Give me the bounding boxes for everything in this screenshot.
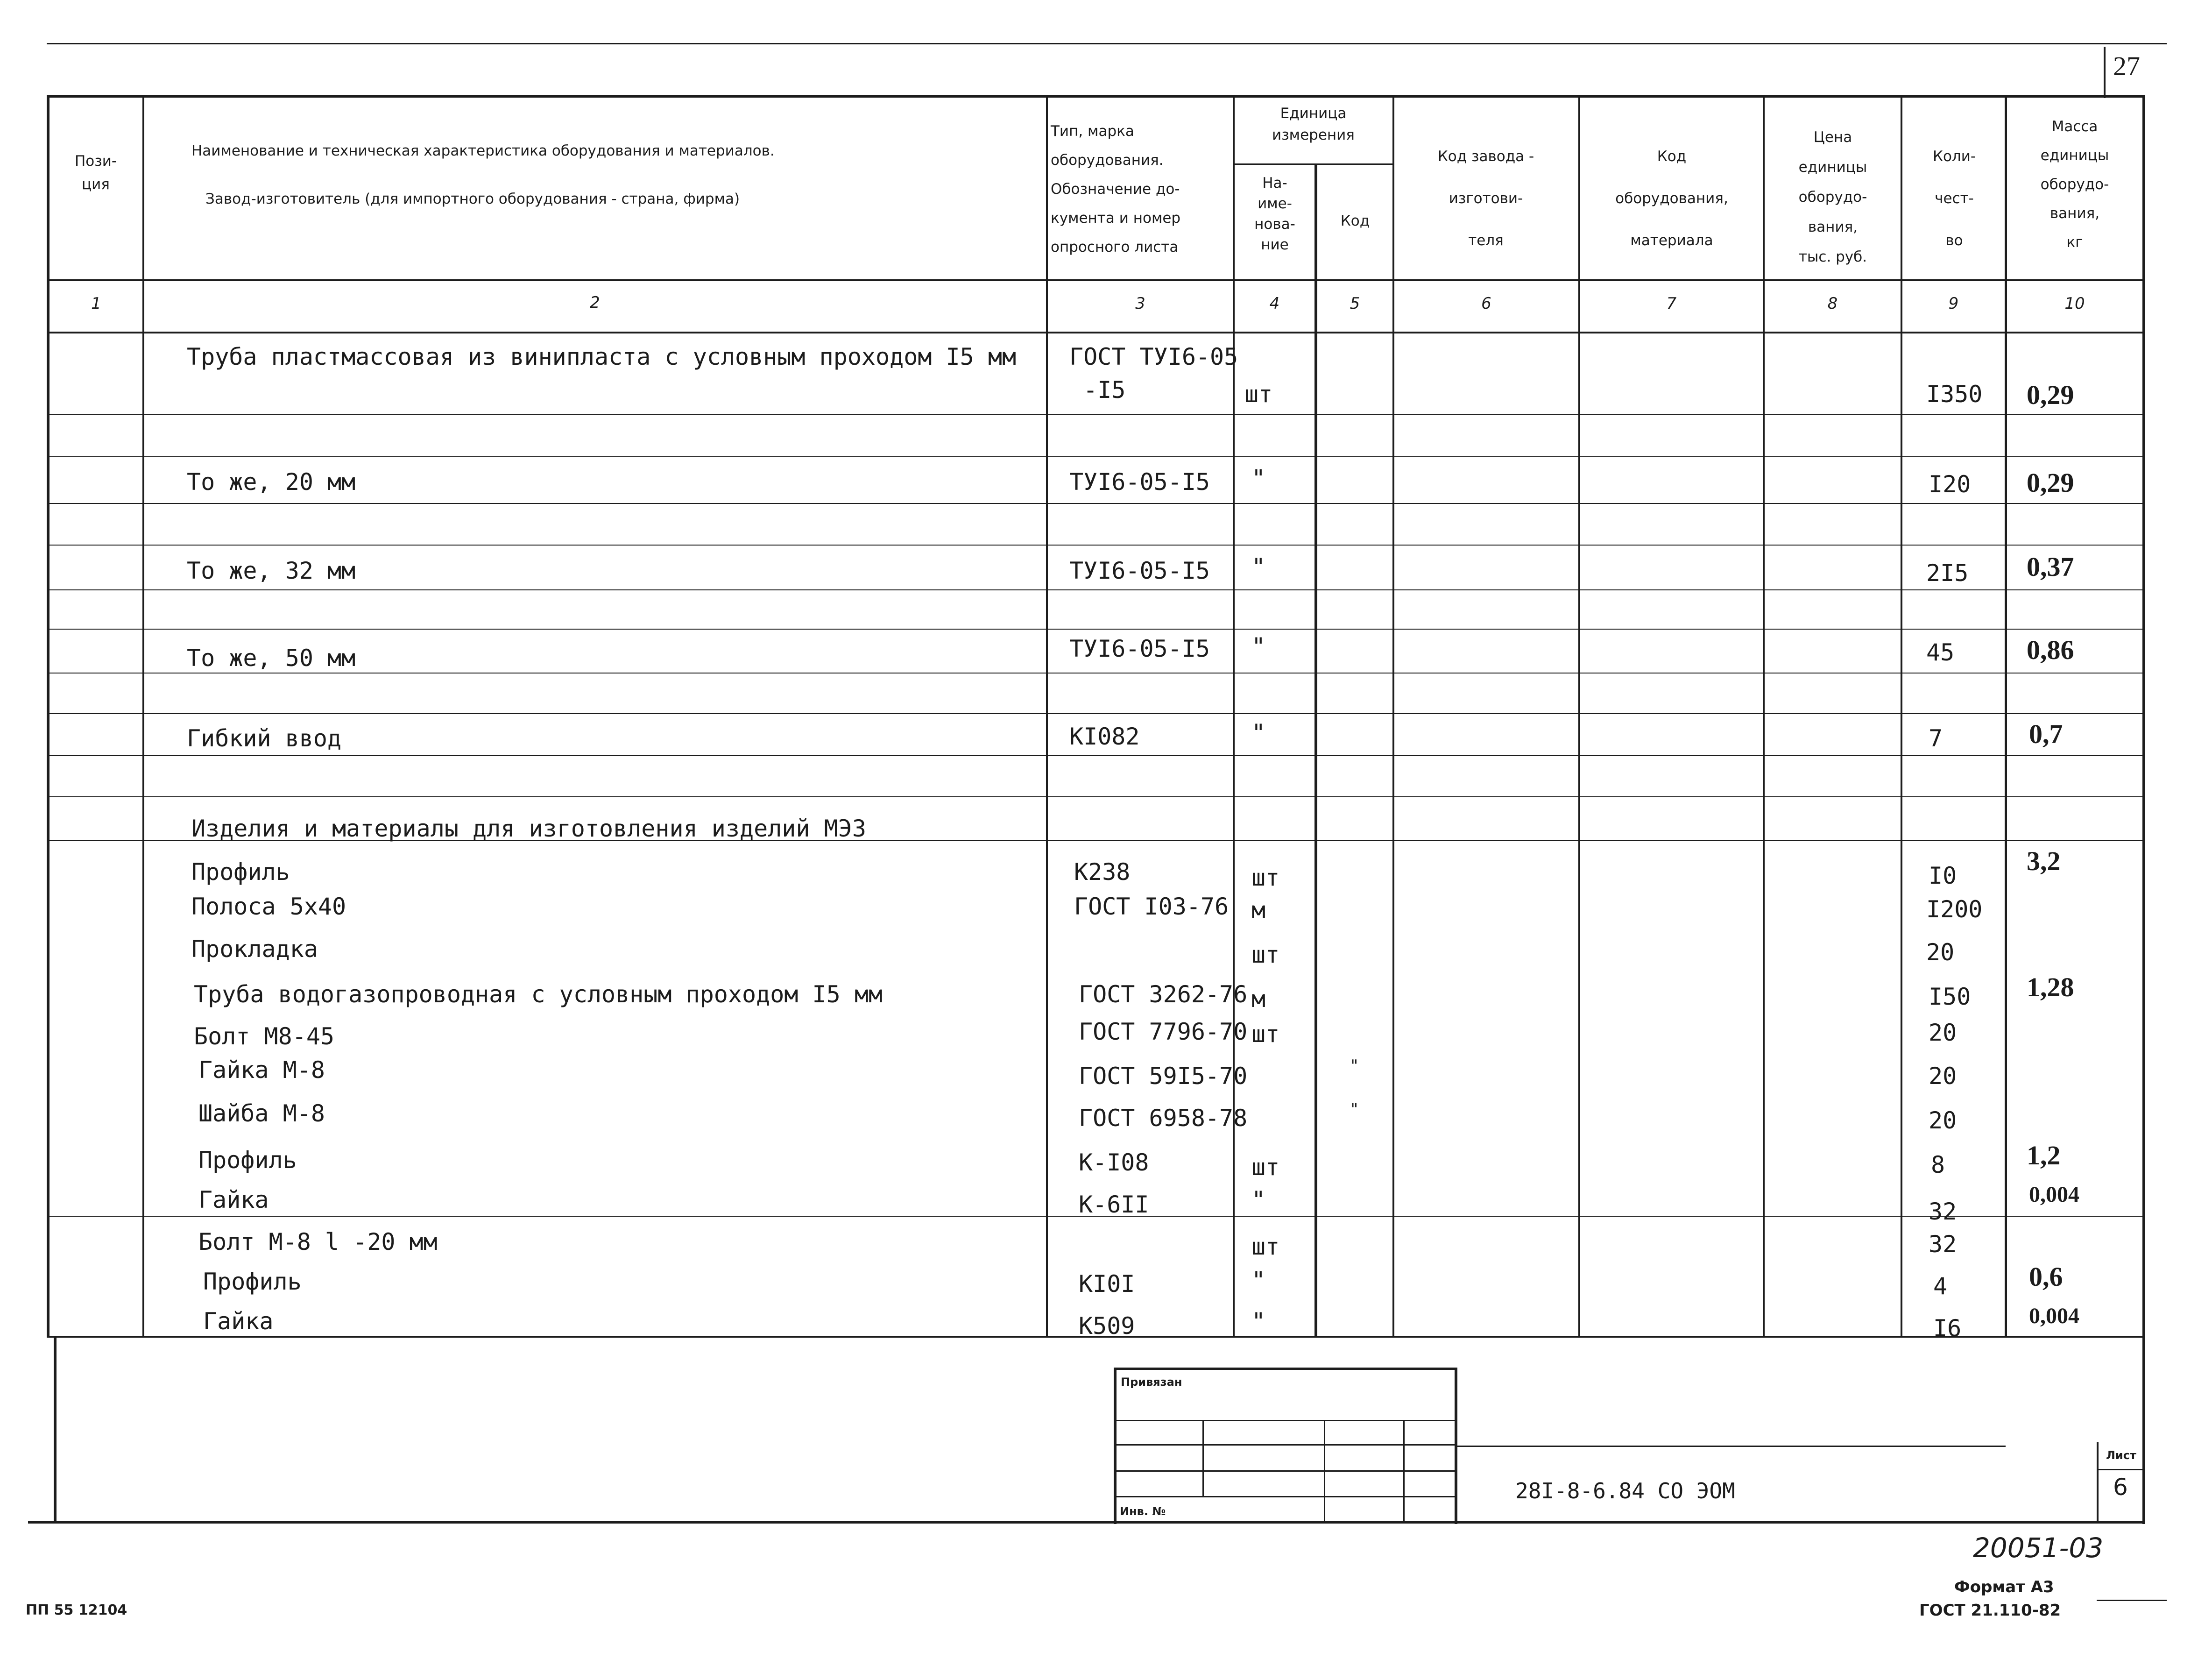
item-name: Труба водогазопроводная с условным проходом I5 мм — [194, 981, 883, 1008]
item-type: ГОСТ 6958-78 — [1079, 1105, 1248, 1132]
item-mass: 1,2 — [2027, 1140, 2061, 1170]
sheet-label: Лист — [2106, 1449, 2136, 1462]
item-type: ТУI6-05-I5 — [1069, 557, 1210, 584]
item-type: ГОСТ 59I5-70 — [1079, 1063, 1248, 1090]
page-number-box-left — [2104, 47, 2106, 98]
item-mass: 3,2 — [2027, 846, 2061, 876]
bound-label: Привязан — [1121, 1375, 1182, 1389]
column-number-2: 2 — [590, 293, 600, 312]
column-number-1: 1 — [91, 294, 101, 313]
item-name: Болт М-8 l -20 мм — [198, 1228, 438, 1255]
archive-number: 20051-03 — [1973, 1532, 2104, 1564]
footer-line — [2097, 1600, 2167, 1601]
sheet-number: 6 — [2113, 1474, 2128, 1501]
item-name: То же, 20 мм — [187, 468, 356, 496]
item-unit: м — [1251, 897, 1266, 924]
item-unit: шт — [1251, 864, 1280, 891]
item-unit: " — [1251, 1186, 1266, 1213]
header-position: Пози- ция — [74, 153, 117, 193]
header-equipment-code: Код оборудования, материала — [1615, 148, 1728, 249]
item-name: Профиль — [191, 858, 290, 886]
item-unit: " — [1251, 719, 1266, 746]
header-unit-group: Единица измерения — [1272, 105, 1355, 143]
item-type: ГОСТ 3262-76 — [1079, 981, 1248, 1008]
top-margin-line — [47, 43, 2167, 44]
item-mass: 0,29 — [2027, 380, 2074, 410]
item-unit: шт — [1251, 941, 1280, 968]
item-name: То же, 32 мм — [187, 557, 356, 584]
item-quantity: I0 — [1929, 862, 1957, 889]
item-quantity: 20 — [1929, 1063, 1957, 1090]
item-quantity: 2I5 — [1926, 560, 1969, 587]
column-number-5: 5 — [1350, 294, 1360, 313]
header-unit-name: На- име- нова- ние — [1254, 175, 1295, 253]
column-number-3: 3 — [1135, 294, 1145, 313]
item-quantity: 32 — [1929, 1231, 1957, 1258]
item-quantity: 45 — [1926, 639, 1955, 666]
item-unit: шт — [1251, 1021, 1280, 1048]
item-quantity: I20 — [1929, 471, 1971, 498]
header-unit-price: Цена единицы оборудо- вания, тыс. руб. — [1798, 129, 1867, 265]
item-name: Полоса 5х40 — [191, 893, 346, 920]
item-name: Гибкий ввод — [187, 725, 342, 752]
item-type: КI0I — [1079, 1270, 1135, 1297]
header-unit-mass: Масса единицы оборудо- вания, кг — [2040, 118, 2109, 251]
item-mass: 1,28 — [2027, 972, 2074, 1002]
item-quantity: 20 — [1929, 1107, 1957, 1134]
item-type: КI082 — [1069, 723, 1140, 750]
item-unit-code: " — [1350, 1100, 1359, 1119]
item-unit: " — [1251, 553, 1266, 581]
item-quantity: I200 — [1926, 896, 1983, 923]
header-name: Наименование и техническая характеристика оборудования и материалов. — [191, 142, 775, 159]
item-type: К238 — [1074, 858, 1131, 886]
item-type: К-I08 — [1079, 1149, 1149, 1176]
item-type: ГОСТ 7796-70 — [1079, 1018, 1248, 1045]
item-unit: шт — [1251, 1233, 1280, 1260]
header-quantity: Коли- чест- во — [1932, 148, 1976, 249]
item-type: ГОСТ I03-76 — [1074, 893, 1229, 920]
item-name: Болт М8-45 — [194, 1023, 335, 1050]
item-type: К509 — [1079, 1312, 1135, 1340]
item-mass: 0,86 — [2027, 635, 2074, 665]
item-mass: 0,004 — [2029, 1304, 2079, 1328]
item-name: Прокладка — [191, 936, 318, 963]
column-number-6: 6 — [1481, 294, 1491, 313]
header-factory-code: Код завода - изготови- теля — [1437, 148, 1534, 249]
item-name: Профиль — [203, 1268, 302, 1295]
column-number-9: 9 — [1948, 294, 1959, 313]
header-unit-code: Код — [1340, 213, 1370, 229]
item-mass: 0,7 — [2029, 719, 2063, 749]
gost-label: ГОСТ 21.110-82 — [1919, 1601, 2061, 1620]
item-name: Гайка — [203, 1308, 274, 1335]
header-type: Тип, марка оборудования. Обозначение до- кумента и номер опросного листа — [1051, 123, 1181, 255]
page-number: 27 — [2113, 51, 2140, 81]
item-type: ГОСТ ТУI6-05 — [1069, 343, 1238, 370]
item-quantity: 32 — [1929, 1198, 1957, 1225]
item-unit: " — [1251, 1308, 1266, 1335]
inventory-number-label: Инв. № — [1120, 1505, 1166, 1518]
item-quantity: 8 — [1931, 1151, 1945, 1178]
item-unit: " — [1251, 1267, 1266, 1294]
item-quantity: I350 — [1926, 381, 1983, 408]
item-unit: " — [1251, 633, 1266, 660]
item-unit: " — [1251, 465, 1266, 492]
item-type: -I5 — [1083, 376, 1126, 404]
item-quantity: I50 — [1929, 983, 1971, 1010]
item-mass: 0,6 — [2029, 1262, 2063, 1292]
column-number-8: 8 — [1827, 294, 1838, 313]
item-quantity: 7 — [1929, 725, 1943, 752]
format-label: Формат А3 — [1954, 1578, 2054, 1596]
item-type: ТУI6-05-I5 — [1069, 635, 1210, 662]
column-number-10: 10 — [2064, 294, 2085, 313]
item-unit: шт — [1244, 381, 1273, 408]
item-name: Гайка М-8 — [198, 1056, 325, 1084]
item-mass: 0,004 — [2029, 1182, 2079, 1207]
item-name: Труба пластмассовая из винипласта с условным проходом I5 мм — [187, 343, 1017, 370]
item-type: ТУI6-05-I5 — [1069, 468, 1210, 496]
item-unit: м — [1251, 985, 1266, 1013]
item-quantity: 20 — [1926, 939, 1955, 966]
item-type: К-6II — [1079, 1191, 1149, 1218]
item-quantity: 4 — [1933, 1273, 1948, 1300]
item-name: Профиль — [198, 1147, 297, 1174]
header-manufacturer: Завод-изготовитель (для импортного оборудования - страна, фирма) — [205, 191, 740, 207]
item-quantity: I6 — [1933, 1315, 1962, 1342]
item-mass: 0,37 — [2027, 552, 2074, 582]
item-quantity: 20 — [1929, 1019, 1957, 1046]
item-unit-code: " — [1350, 1056, 1359, 1075]
item-unit: шт — [1251, 1154, 1280, 1181]
column-number-7: 7 — [1666, 294, 1677, 313]
item-name: То же, 50 мм — [187, 645, 356, 672]
column-number-4: 4 — [1269, 294, 1280, 313]
item-name: Гайка — [198, 1186, 269, 1213]
print-code: ПП 55 12104 — [26, 1602, 127, 1618]
item-mass: 0,29 — [2027, 468, 2074, 498]
section-heading: Изделия и материалы для изготовления изделий МЭЗ — [191, 815, 866, 842]
item-name: Шайба М-8 — [198, 1100, 325, 1127]
document-code: 28I-8-6.84 СО ЭОМ — [1515, 1478, 1735, 1503]
